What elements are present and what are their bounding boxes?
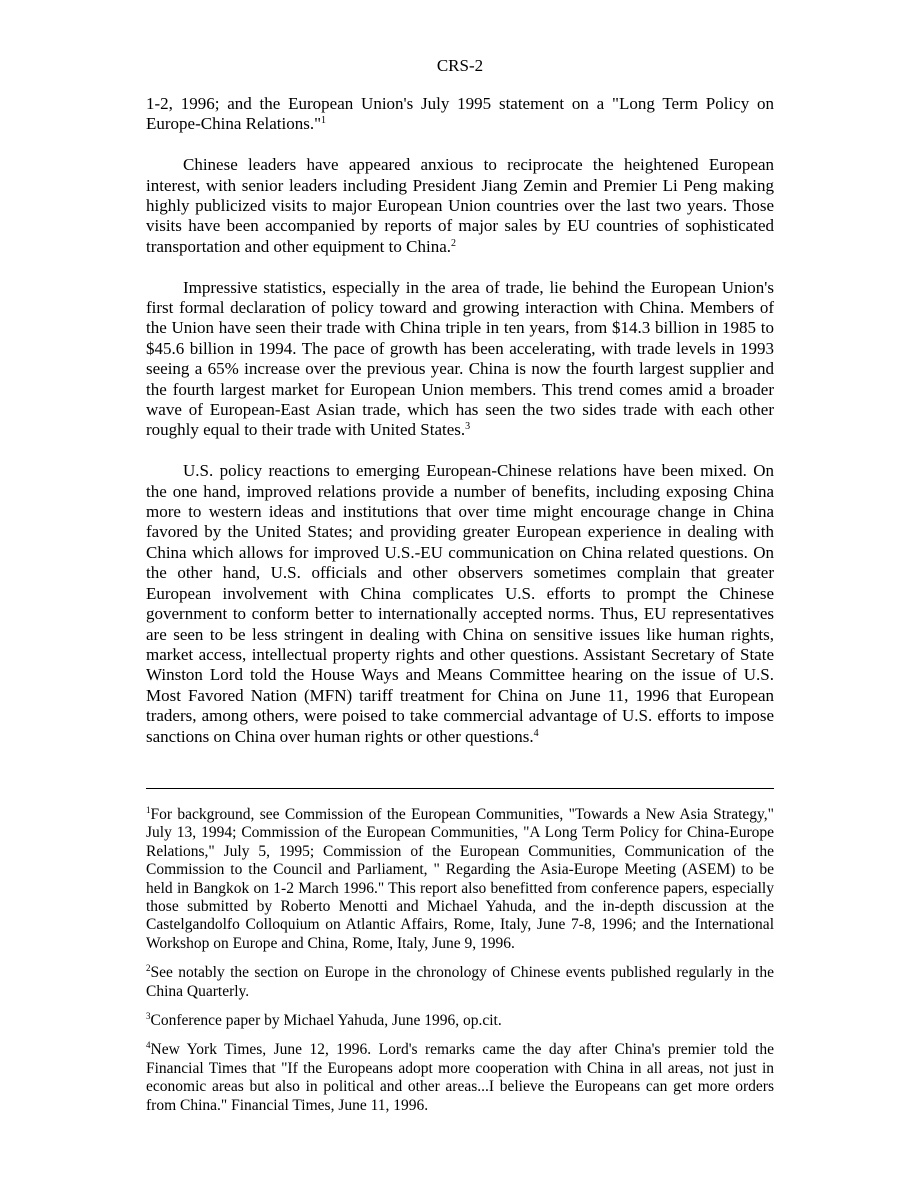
footnotes — [146, 806, 774, 1126]
footnote-ref-3[interactable]: 3 — [465, 421, 471, 433]
paragraph-text: 1-2, 1996; and the European Union's July 1995 statement on a "Long Term Policy on Europe-China Relations." — [146, 94, 774, 134]
footnote-separator — [146, 788, 774, 789]
footnote-text: New York Times, June 12, 1996. Lord's remarks came the day after China's premier told the Financial Times that "If the Europeans adopt more cooperation with China in all areas, not just in economic areas but also in political and other areas...I believe the Europeans can get more orders from China." Financial Times, June 11, 1996. — [146, 1041, 774, 1114]
footnote-text: Conference paper by Michael Yahuda, June 1996, op.cit. — [150, 1012, 502, 1030]
paragraph-continuation — [146, 94, 774, 135]
footnote-number: 4 — [146, 1040, 151, 1051]
footnote-4 — [146, 1041, 774, 1115]
footnote-ref-4[interactable]: 4 — [533, 727, 539, 739]
footnote-ref-2[interactable]: 2 — [451, 237, 456, 249]
page-number: CRS-2 — [436, 56, 484, 75]
paragraph-text: U.S. policy reactions to emerging European-Chinese relations have been mixed. On the one hand, improved relations provide a number of benefits, including exposing China more to western ideas and institutions that over time might encourage change in China favored by the United States; and providing greater European experience in dealing with China which allows for improved U.S.-EU communication on China related questions. On the other hand, U.S. officials and other observers sometimes complain that greater European involvement with China complicates U.S. efforts to prompt the Chinese government to conform better to internationally accepted norms. Thus, EU representatives are seen to be less stringent in dealing with China on sensitive issues like human rights, market access, intellectual property rights and other questions. Assistant Secretary of State Winston Lord told the House Ways and Means Committee hearing on the issue of U.S. Most Favored Nation (MFN) tariff treatment for China on June 11, 1996 that European traders, among others, were poised to take commercial advantage of U.S. efforts to impose sanctions on China over human rights or other questions. — [146, 461, 774, 746]
footnote-2 — [146, 964, 774, 1001]
footnote-text: See notably the section on Europe in the chronology of Chinese events published regularly in the China Quarterly. — [146, 964, 774, 1000]
footnote-ref-1[interactable]: 1 — [321, 115, 327, 127]
footnote-3 — [146, 1012, 774, 1030]
paragraph-text: Impressive statistics, especially in the area of trade, lie behind the European Union's first formal declaration of policy toward and growing interaction with China. Members of the Union have seen their trade with China triple in ten years, from $14.3 billion in 1985 to $45.6 billion in 1994. The pace of growth has been accelerating, with trade levels in 1993 seeing a 65% increase over the previous year. China is now the fourth largest supplier and the fourth largest market for European Union members. This trend comes amid a broader wave of European-East Asian trade, which has seen the two sides trade with each other roughly equal to their trade with United States. — [146, 277, 774, 440]
main-text — [146, 94, 774, 747]
paragraph-text: Chinese leaders have appeared anxious to reciprocate the heightened European interest, with senior leaders including President Jiang Zemin and Premier Li Peng making highly publicized visits to major European Union countries over the last two years. Those visits have been accompanied by reports of major sales by EU countries of sophisticated transportation and other equipment to China. — [146, 155, 774, 256]
footnote-number: 2 — [146, 963, 151, 974]
footnote-number: 1 — [146, 805, 151, 815]
footnote-1 — [146, 806, 774, 953]
paragraph-trade-statistics — [146, 278, 774, 441]
footnote-number: 3 — [146, 1011, 151, 1022]
footnote-text: For background, see Commission of the European Communities, "Towards a New Asia Strategy," July 13, 1994; Commission of the European Communities, "A Long Term Policy for China-Europe Relations," July 5, 1995; Commission of the European Communities, Communication of the Commission to the Council and Parliament, " Regarding the Asia-Europe Meeting (ASEM) to be held in Bangkok on 1-2 March 1996." This report also benefitted from conference papers, especially those submitted by Roberto Menotti and Michael Yahuda, and the in-depth discussion at the Castelgandolfo Colloquium on Atlantic Affairs, Rome, Italy, June 7-8, 1996; and the International Workshop on Europe and China, Rome, Italy, June 9, 1996. — [146, 806, 774, 952]
paragraph-us-policy — [146, 461, 774, 747]
paragraph-chinese-leaders — [146, 155, 774, 257]
